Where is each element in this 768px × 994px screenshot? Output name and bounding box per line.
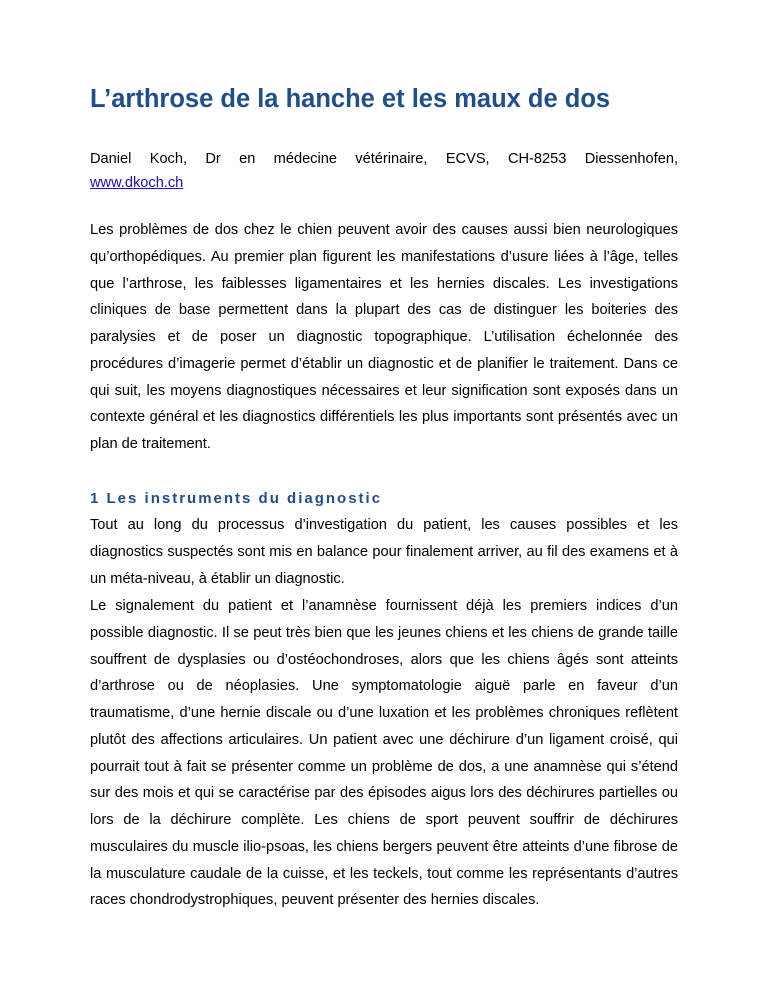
author-website-link[interactable]: www.dkoch.ch xyxy=(90,175,184,191)
section-1-paragraph-2: Le signalement du patient et l’anamnèse fournissent déjà les premiers indices d’un possible diagnostic. Il se peut très bien que les jeunes chiens et les chiens de grande taille souffrent de dysplasies ou d’ostéochondroses, alors que les chiens âgés sont atteints d’arthrose ou de néoplasies. Une symptomatologie aiguë parle en faveur d’un traumatisme, d’une hernie discale ou d’une luxation et les problèmes chroniques reflètent plutôt des affections articulaires. Un patient avec une déchirure d’un ligament croisé, qui pourrait tout à fait se présenter comme un problème de dos, a une anamnèse qui s’étend sur des mois et qui se caractérise par des épisodes aigus lors des déchirures partielles ou lors de la déchirure complète. Les chiens de sport peuvent souffrir de déchirures musculaires du muscle ilio-psoas, les chiens bergers peuvent être atteints d’une fibrose de la musculature caudale de la cuisse, et les teckels, tout comme les représentants d’autres races chondrodystrophiques, peuvent présenter des hernies discales. xyxy=(90,598,678,909)
section-1-heading: 1 Les instruments du diagnostic xyxy=(90,490,383,507)
document-title: L’arthrose de la hanche et les maux de dos xyxy=(90,85,611,113)
author-line: Daniel Koch, Dr en médecine vétérinaire, ECVS, CH-8253 Diessenhofen, xyxy=(90,151,678,167)
section-1-paragraph-1: Tout au long du processus d’investigation du patient, les causes possibles et les diagnostics suspectés sont mis en balance pour finalement arriver, au fil des examens et à un méta-niveau, à établir un diagnostic. xyxy=(90,517,678,587)
intro-paragraph: Les problèmes de dos chez le chien peuvent avoir des causes aussi bien neurologiques qu’orthopédiques. Au premier plan figurent les manifestations d’usure liées à l’âge, telles que l’arthrose, les faiblesses ligamentaires et les hernies discales. Les investigations cliniques de base permettent dans la plupart des cas de distinguer les boiteries des paralysies et de poser un diagnostic topographique. L’utilisation échelonnée des procédures d’imagerie permet d’établir un diagnostic et de planifier le traitement. Dans ce qui suit, les moyens diagnostiques nécessaires et leur signification sont exposés dans un contexte général et les diagnostics différentiels les plus importants sont présentés avec un plan de traitement. xyxy=(90,222,678,452)
